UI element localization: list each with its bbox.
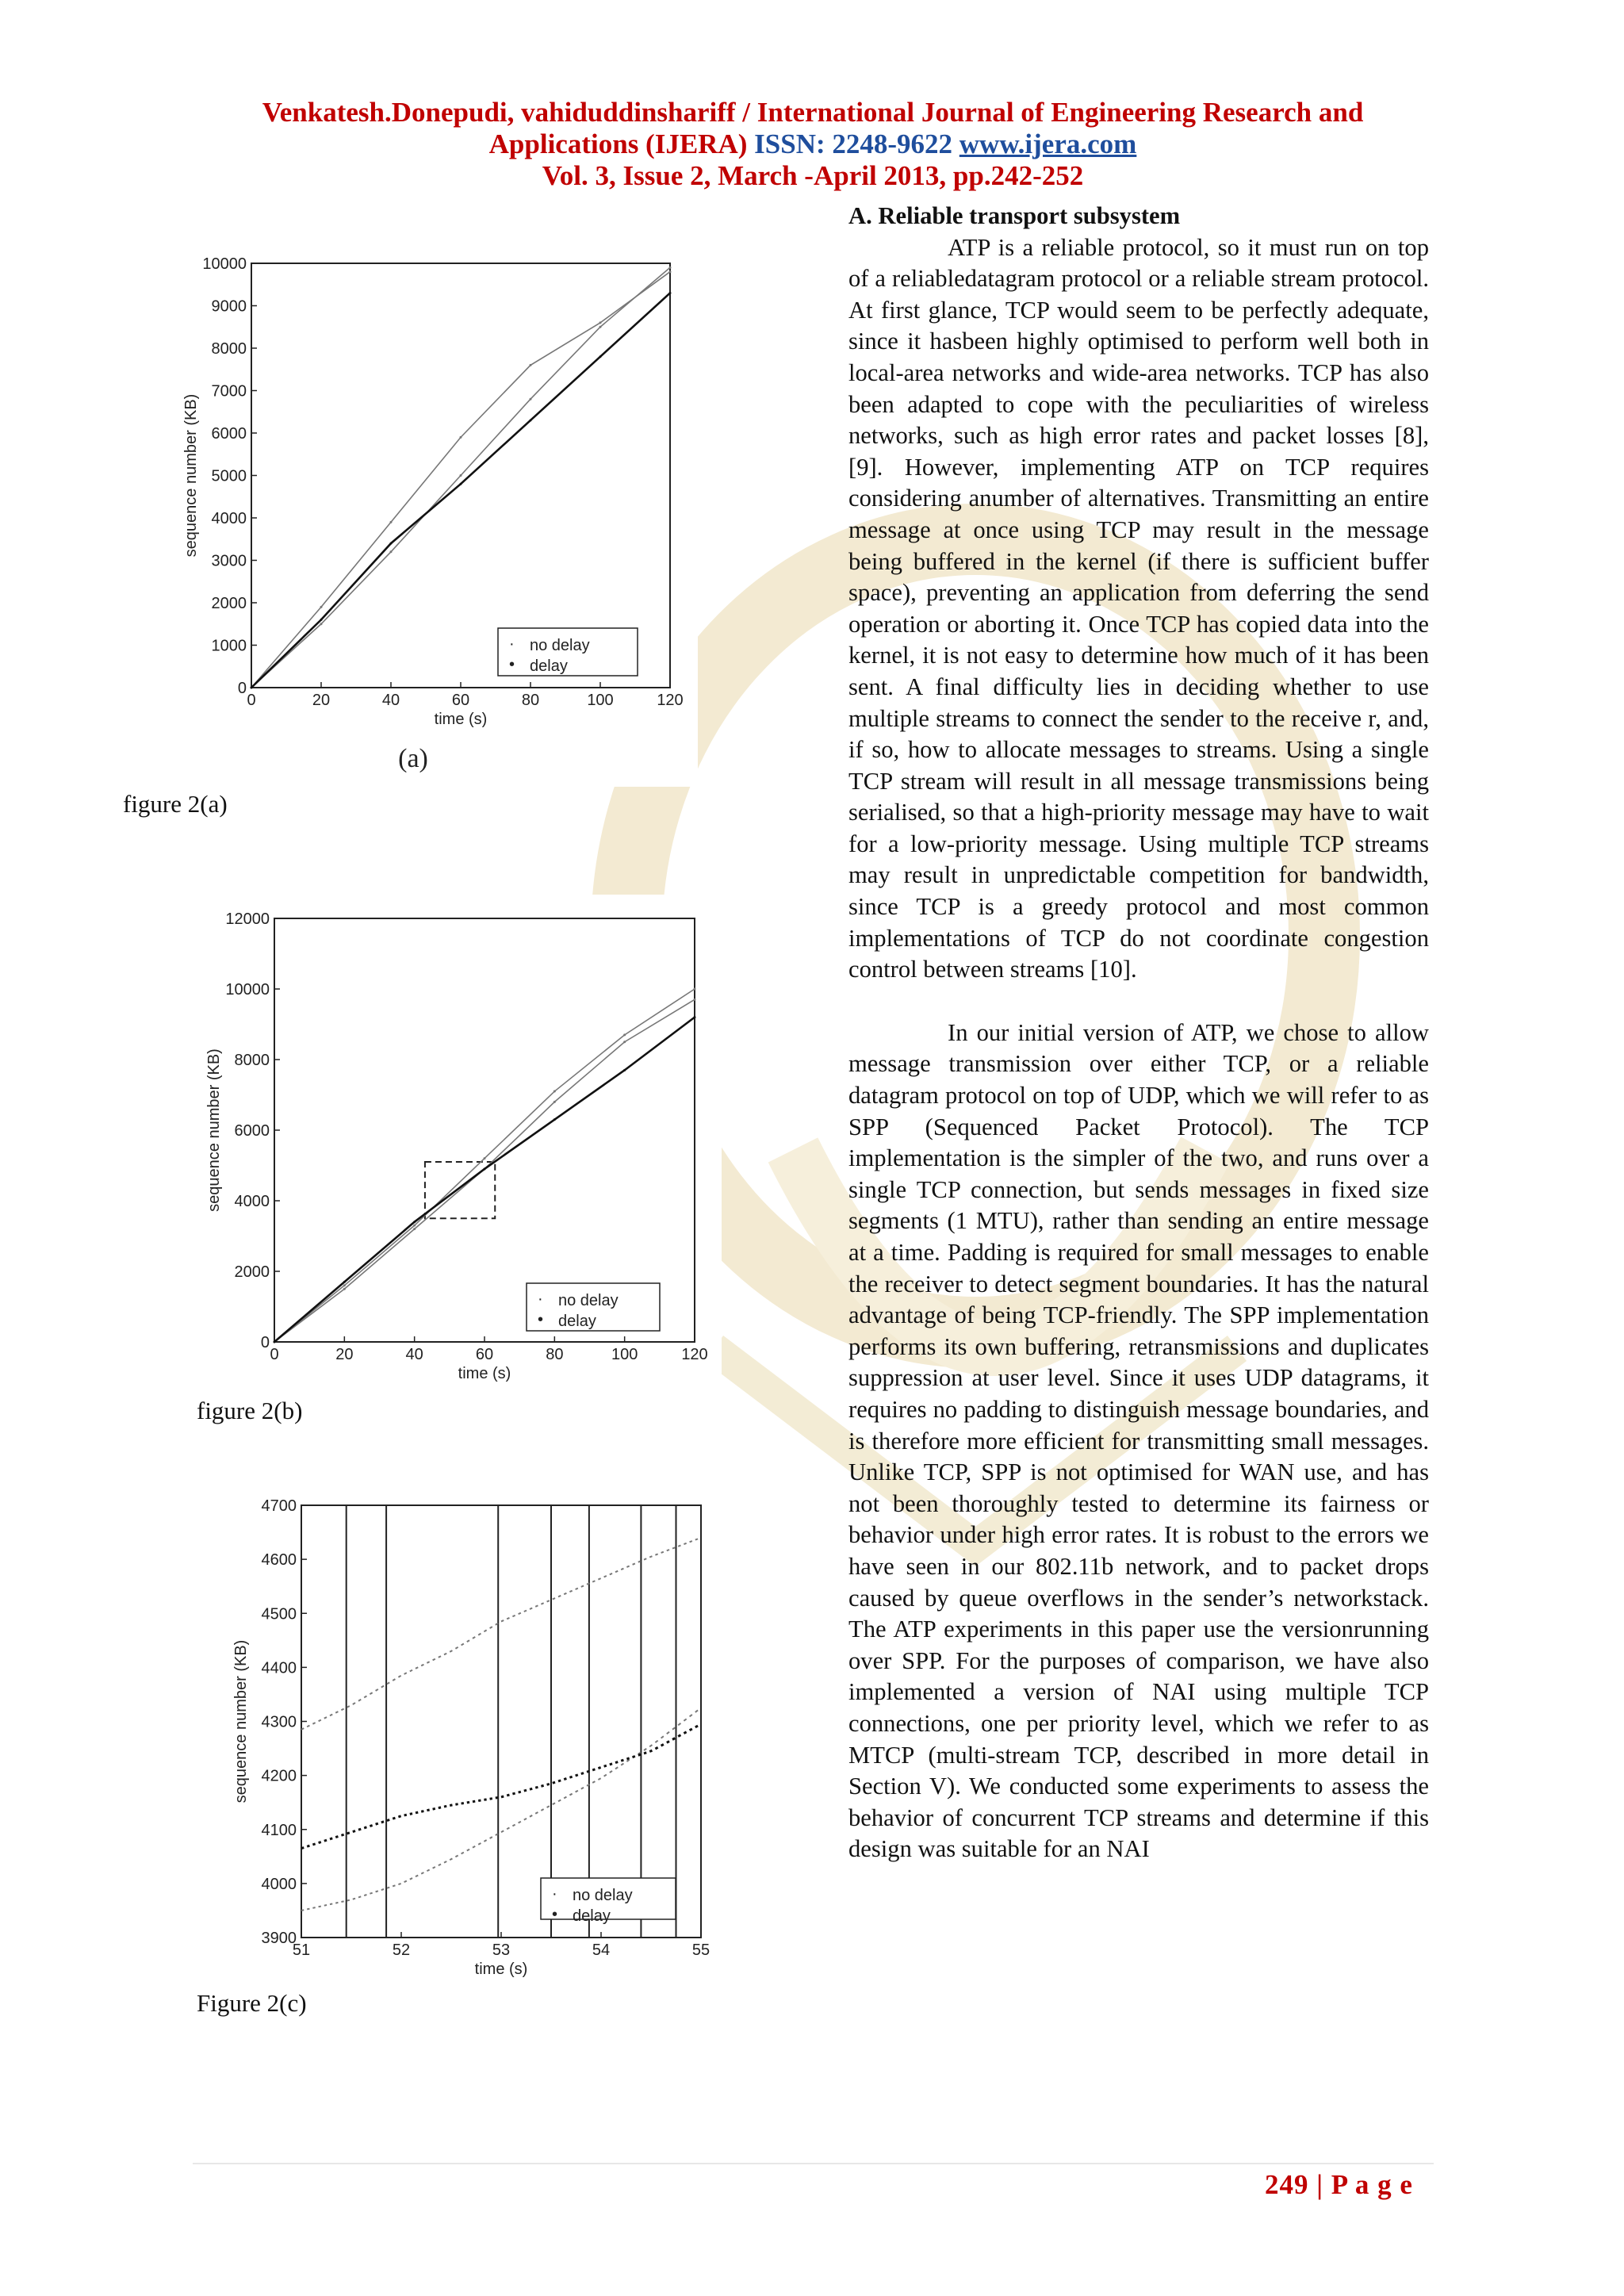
series-segment-no-delay — [633, 1563, 635, 1564]
y-tick-label: 4700 — [261, 1497, 297, 1515]
series-segment-no-delay — [604, 1576, 607, 1577]
data-point-no-delay — [343, 1284, 346, 1286]
series-segment-delay — [312, 1844, 315, 1845]
x-tick-label: 20 — [312, 692, 331, 709]
section-title: A. Reliable transport subsystem — [848, 202, 1181, 229]
legend-label: delay — [558, 1313, 596, 1330]
y-tick-label: 4600 — [261, 1551, 297, 1570]
series-segment-no-delay — [615, 1571, 618, 1572]
panel-label: (a) — [398, 744, 428, 773]
x-tick-label: 55 — [691, 1941, 710, 1959]
x-tick-label: 60 — [475, 1346, 494, 1363]
x-axis-label: time (s) — [458, 1365, 511, 1382]
data-point-no-delay — [599, 321, 602, 324]
series-segment-no-delay — [358, 1896, 361, 1897]
page-number: 249 | P a g e — [1265, 2169, 1413, 2200]
x-tick-label: 80 — [521, 692, 540, 709]
series-segment-no-delay — [644, 1558, 646, 1559]
data-point-no-delay — [343, 1288, 346, 1290]
y-tick-label: 0 — [237, 680, 247, 697]
data-point-no-delay — [599, 326, 602, 328]
footer-rule — [193, 2163, 1434, 2164]
data-point-delay — [390, 542, 393, 545]
series-segment-delay — [598, 1768, 600, 1769]
series-segment-delay — [450, 1805, 452, 1806]
series-segment-no-delay — [535, 1605, 538, 1606]
y-tick-label: 10000 — [225, 981, 270, 999]
legend-marker: • — [509, 656, 515, 673]
y-tick-label: 5000 — [211, 467, 247, 485]
data-point-delay — [694, 1016, 696, 1018]
x-tick-label: 52 — [392, 1941, 411, 1959]
x-tick-label: 0 — [247, 692, 256, 709]
series-segment-delay — [433, 1808, 435, 1809]
series-segment-no-delay — [684, 1543, 686, 1544]
x-tick-label: 100 — [611, 1346, 638, 1363]
series-segment-no-delay — [638, 1561, 641, 1562]
series-segment-no-delay — [301, 1728, 304, 1730]
series-segment-delay — [324, 1840, 327, 1841]
legend-marker: · — [538, 1290, 543, 1308]
y-tick-label: 2000 — [234, 1263, 270, 1281]
data-point-delay — [530, 419, 532, 421]
body-text-column — [848, 201, 1429, 1865]
series-segment-no-delay — [330, 1903, 332, 1904]
x-tick-label: 40 — [405, 1346, 423, 1363]
series-segment-no-delay — [690, 1541, 692, 1542]
series-segment-delay — [576, 1775, 578, 1776]
y-axis-label: sequence number (KB) — [205, 1048, 223, 1212]
series-segment-no-delay — [330, 1715, 332, 1716]
y-tick-label: 8000 — [234, 1052, 270, 1069]
header-issn: ISSN: 2248-9622 — [754, 128, 953, 159]
series-segment-delay — [649, 1750, 652, 1751]
series-segment-no-delay — [444, 1654, 446, 1655]
series-segment-delay — [541, 1785, 543, 1786]
series-segment-no-delay — [439, 1865, 441, 1866]
data-point-delay — [251, 687, 253, 689]
series-segment-delay — [604, 1765, 607, 1766]
header-volume: Vol. 3, Issue 2, March -April 2013, pp.242-252 — [542, 160, 1084, 191]
legend-marker: · — [509, 635, 515, 653]
y-tick-label: 2000 — [211, 595, 247, 612]
data-point-no-delay — [390, 521, 393, 523]
data-point-no-delay — [669, 266, 672, 269]
series-segment-delay — [695, 1726, 698, 1727]
series-segment-no-delay — [569, 1591, 572, 1592]
series-segment-no-delay — [341, 1709, 343, 1711]
y-tick-label: 4400 — [261, 1659, 297, 1677]
data-point-delay — [320, 619, 323, 621]
series-segment-delay — [512, 1793, 515, 1794]
legend-label: delay — [573, 1907, 611, 1925]
y-tick-label: 4500 — [261, 1605, 297, 1623]
series-segment-delay — [427, 1810, 429, 1811]
y-tick-label: 4000 — [234, 1193, 270, 1210]
x-tick-label: 51 — [292, 1941, 311, 1959]
y-tick-label: 6000 — [234, 1122, 270, 1140]
header-url-link[interactable]: www.ijera.com — [959, 128, 1137, 159]
series-segment-delay — [398, 1816, 400, 1817]
series-segment-delay — [347, 1833, 350, 1834]
series-segment-delay — [610, 1764, 612, 1765]
series-segment-delay — [467, 1802, 469, 1803]
x-tick-label: 20 — [335, 1346, 354, 1363]
series-segment-no-delay — [421, 1872, 423, 1874]
series-segment-delay — [626, 1758, 629, 1759]
legend-marker: · — [552, 1885, 557, 1903]
series-segment-no-delay — [393, 1885, 395, 1886]
series-segment-delay — [564, 1779, 566, 1780]
series-segment-delay — [581, 1773, 584, 1774]
x-tick-label: 54 — [592, 1941, 611, 1959]
y-tick-label: 4100 — [261, 1821, 297, 1839]
paragraph-2: In our initial version of ATP, we chose to allow message transmission over either TCP, or a reliable datagram protocol on top of UDP, which we will refer to as SPP (Sequenced Packet Protocol). The TCP implementation is the simpler of the two, and runs over a single TCP connection, but sends messages in fixed size segments (1 MTU), rather than sending an entire message at a time. Padding is required for small messages to enable the receiver to detect segment boundaries. It has the natural advantage of being TCP-friendly. The SPP implementation performs its own buffering, retransmissions and duplicates suppression at user level. Since it uses UDP datagrams, it requires no padding to distinguish message boundaries, and is therefore more efficient for transmitting small messages. Unlike TCP, SPP is not optimised for WAN use, and has not been thoroughly tested to determine its fairness or behavior under high error rates. It is robust to the errors we have seen in our 802.11b network, and to packet drops caused by queue overflows in the sender’s networkstack. The ATP experiments in this paper use the versionrunning over SPP. For the purposes of comparison, we have also implemented a version of NAI using multiple TCP connections, one per priority level, which we refer to as MTCP (multi-stream TCP, described in more detail in Section V). We conducted some experiments to assess the behavior of concurrent TCP streams and determine if this design was suitable for an NAI — [848, 1018, 1429, 1863]
series-segment-delay — [684, 1732, 686, 1734]
y-axis-label: sequence number (KB) — [182, 393, 200, 558]
series-segment-delay — [655, 1747, 657, 1749]
series-segment-no-delay — [410, 1670, 412, 1672]
series-segment-delay — [387, 1820, 389, 1821]
series-segment-delay — [335, 1837, 338, 1838]
data-point-delay — [669, 292, 672, 294]
series-segment-delay — [341, 1834, 343, 1835]
figure-2c-chart — [189, 1459, 750, 1983]
data-point-delay — [553, 1118, 556, 1121]
data-point-no-delay — [669, 270, 672, 273]
series-segment-delay — [301, 1848, 304, 1849]
series-segment-delay — [455, 1804, 458, 1805]
series-segment-no-delay — [301, 1910, 304, 1911]
series-segment-delay — [416, 1812, 418, 1813]
data-point-no-delay — [413, 1225, 416, 1227]
series-segment-delay — [678, 1735, 680, 1737]
series-segment-delay — [421, 1811, 423, 1812]
y-tick-label: 4300 — [261, 1713, 297, 1731]
series-segment-no-delay — [341, 1901, 343, 1902]
series-segment-no-delay — [507, 1618, 509, 1619]
series-segment-delay — [524, 1790, 527, 1791]
series-segment-delay — [376, 1823, 378, 1824]
legend-marker: • — [538, 1311, 544, 1328]
series-segment-no-delay — [347, 1706, 350, 1708]
data-point-no-delay — [553, 1091, 556, 1093]
data-point-delay — [599, 355, 602, 358]
series-segment-delay — [592, 1769, 595, 1770]
x-tick-label: 40 — [381, 692, 400, 709]
data-point-delay — [413, 1221, 416, 1223]
series-segment-delay — [393, 1818, 395, 1819]
series-segment-delay — [553, 1782, 555, 1783]
series-segment-no-delay — [672, 1547, 675, 1548]
series-segment-delay — [638, 1754, 641, 1755]
legend-label: no delay — [530, 637, 590, 654]
legend-label: no delay — [573, 1887, 633, 1904]
series-segment-delay — [501, 1796, 504, 1797]
x-tick-label: 80 — [546, 1346, 564, 1363]
x-tick-label: 120 — [657, 692, 684, 709]
data-point-no-delay — [320, 606, 323, 608]
series-segment-no-delay — [404, 1881, 407, 1883]
y-tick-label: 0 — [260, 1334, 270, 1351]
series-segment-no-delay — [661, 1552, 664, 1553]
data-point-no-delay — [390, 550, 393, 553]
x-tick-label: 120 — [681, 1346, 708, 1363]
series-segment-delay — [444, 1806, 446, 1807]
caption-figure-2a: figure 2(a) — [123, 790, 228, 818]
series-segment-no-delay — [519, 1613, 521, 1614]
series-segment-no-delay — [307, 1909, 309, 1910]
paragraph-1: ATP is a reliable protocol, so it must run on top of a reliabledatagram protocol or a reliable stream protocol. At first glance, TCP would seem to be perfectly adequate, since it hasbeen highly optimised to perform well both in local-area networks and wide-area networks. TCP has also been adapted to cope with the peculiarities of wireless networks, such as high error rates and packet losses [8], [9]. However, implementing ATP on TCP requires considering anumber of alternatives. Transmitting an entire message at once using TCP may result in the message being buffered in the kernel (if there is sufficient buffer space), preventing an application from deferring the send operation or aborting it. Once TCP has copied data into the kernel, it is not easy to determine how much of it has been sent. A final difficulty lies in deciding whether to use multiple streams to connect the sender to the receive r, and, if so, how to allocate messages to streams. Using a single TCP stream will result in all message transmissions being serialised, so that a high-priority message may have to wait for a low-priority message. Using multiple TCP streams may result in unpredictable competition for bandwidth, since TCP is a greedy protocol and most common implementations of TCP do not coordinate congestion control between streams [10]. — [848, 233, 1429, 983]
series-segment-no-delay — [439, 1656, 441, 1658]
series-segment-no-delay — [404, 1673, 407, 1674]
series-segment-delay — [615, 1762, 618, 1763]
series-segment-no-delay — [547, 1600, 550, 1601]
series-segment-delay — [478, 1800, 481, 1801]
series-segment-no-delay — [312, 1907, 315, 1908]
series-segment-delay — [535, 1787, 538, 1788]
series-segment-delay — [462, 1803, 464, 1804]
figure-2b — [174, 895, 722, 1394]
series-segment-no-delay — [564, 1593, 566, 1594]
data-point-no-delay — [413, 1228, 416, 1230]
data-point-no-delay — [694, 999, 696, 1001]
series-segment-delay — [587, 1771, 589, 1772]
data-point-no-delay — [694, 988, 696, 991]
legend-marker: • — [552, 1906, 558, 1923]
series-segment-no-delay — [553, 1598, 555, 1599]
series-segment-delay — [621, 1760, 623, 1761]
y-tick-label: 9000 — [211, 297, 247, 316]
series-segment-no-delay — [678, 1546, 680, 1547]
y-tick-label: 10000 — [202, 255, 247, 273]
figure-2b-chart — [174, 895, 722, 1394]
data-point-delay — [623, 1069, 626, 1071]
y-tick-label: 6000 — [211, 425, 247, 443]
data-point-no-delay — [460, 436, 462, 439]
data-point-no-delay — [460, 474, 462, 477]
series-segment-no-delay — [581, 1585, 584, 1586]
series-segment-no-delay — [501, 1620, 504, 1621]
series-segment-no-delay — [649, 1556, 652, 1557]
series-segment-no-delay — [433, 1867, 435, 1869]
series-segment-delay — [496, 1798, 498, 1799]
series-segment-no-delay — [541, 1603, 543, 1604]
plot-frame — [274, 918, 695, 1342]
y-axis-label: sequence number (KB) — [232, 1639, 250, 1803]
series-segment-delay — [473, 1801, 475, 1802]
series-segment-no-delay — [427, 1870, 429, 1872]
series-segment-no-delay — [335, 1711, 338, 1713]
series-segment-no-delay — [427, 1662, 429, 1663]
legend-label: delay — [530, 657, 568, 675]
data-point-delay — [484, 1167, 486, 1170]
legend-label: no delay — [558, 1292, 619, 1309]
series-segment-no-delay — [370, 1893, 372, 1894]
header-authors: Venkatesh.Donepudi, vahiduddinshariff / International Journal of Engineering Research and — [262, 97, 1364, 128]
figure-2c — [189, 1459, 750, 1983]
series-segment-no-delay — [610, 1573, 612, 1574]
series-segment-no-delay — [598, 1578, 600, 1579]
series-segment-delay — [667, 1742, 669, 1743]
series-segment-no-delay — [621, 1569, 623, 1570]
figure-2a — [159, 232, 698, 787]
y-tick-label: 7000 — [211, 382, 247, 401]
x-axis-label: time (s) — [474, 1961, 528, 1978]
x-tick-label: 0 — [270, 1346, 279, 1363]
caption-figure-2b: figure 2(b) — [197, 1397, 303, 1424]
series-segment-no-delay — [444, 1861, 446, 1863]
data-point-delay — [460, 483, 462, 485]
series-segment-no-delay — [410, 1878, 412, 1880]
series-segment-delay — [490, 1799, 492, 1800]
series-segment-delay — [672, 1738, 675, 1740]
x-tick-label: 53 — [492, 1941, 511, 1959]
data-point-no-delay — [623, 1041, 626, 1043]
y-tick-label: 1000 — [211, 637, 247, 655]
y-tick-label: 4200 — [261, 1767, 297, 1785]
series-segment-no-delay — [347, 1900, 350, 1901]
data-point-delay — [343, 1281, 346, 1283]
journal-header — [119, 97, 1507, 192]
data-point-no-delay — [320, 623, 323, 625]
y-tick-label: 3900 — [261, 1930, 297, 1947]
series-segment-delay — [690, 1729, 692, 1731]
series-segment-delay — [507, 1795, 509, 1796]
series-segment-delay — [381, 1822, 384, 1823]
figure-2a-chart — [159, 232, 698, 787]
series-segment-no-delay — [626, 1566, 629, 1567]
series-segment-no-delay — [524, 1611, 527, 1612]
series-segment-delay — [661, 1744, 664, 1746]
header-journal-name: Applications (IJERA) — [488, 128, 748, 159]
series-segment-no-delay — [319, 1720, 321, 1722]
y-tick-label: 4000 — [261, 1875, 297, 1893]
x-tick-label: 100 — [587, 692, 614, 709]
data-point-delay — [274, 1341, 276, 1343]
series-segment-no-delay — [376, 1891, 378, 1892]
caption-figure-2c: Figure 2(c) — [197, 1989, 307, 2017]
data-point-no-delay — [530, 398, 532, 401]
series-segment-delay — [530, 1788, 532, 1789]
data-point-no-delay — [530, 364, 532, 366]
series-segment-no-delay — [307, 1726, 309, 1727]
series-segment-no-delay — [421, 1665, 423, 1666]
series-segment-no-delay — [433, 1659, 435, 1661]
y-tick-label: 4000 — [211, 510, 247, 527]
series-segment-delay — [364, 1827, 366, 1828]
data-point-no-delay — [623, 1033, 626, 1036]
series-segment-delay — [330, 1838, 332, 1839]
series-segment-no-delay — [324, 1717, 327, 1719]
y-tick-label: 3000 — [211, 552, 247, 570]
data-point-no-delay — [553, 1101, 556, 1103]
series-segment-no-delay — [416, 1667, 418, 1669]
x-tick-label: 60 — [451, 692, 470, 709]
series-segment-no-delay — [312, 1723, 315, 1724]
series-segment-no-delay — [587, 1583, 589, 1584]
series-segment-delay — [439, 1807, 441, 1808]
series-segment-no-delay — [324, 1905, 327, 1906]
series-segment-delay — [358, 1829, 361, 1830]
series-segment-delay — [353, 1831, 355, 1832]
series-segment-delay — [644, 1753, 646, 1754]
y-tick-label: 12000 — [225, 910, 270, 928]
y-tick-label: 8000 — [211, 340, 247, 358]
series-segment-delay — [319, 1842, 321, 1843]
x-axis-label: time (s) — [434, 711, 488, 728]
series-segment-delay — [558, 1780, 561, 1781]
series-segment-delay — [410, 1814, 412, 1815]
series-segment-no-delay — [416, 1876, 418, 1877]
series-segment-no-delay — [381, 1889, 384, 1890]
data-point-no-delay — [484, 1157, 486, 1159]
